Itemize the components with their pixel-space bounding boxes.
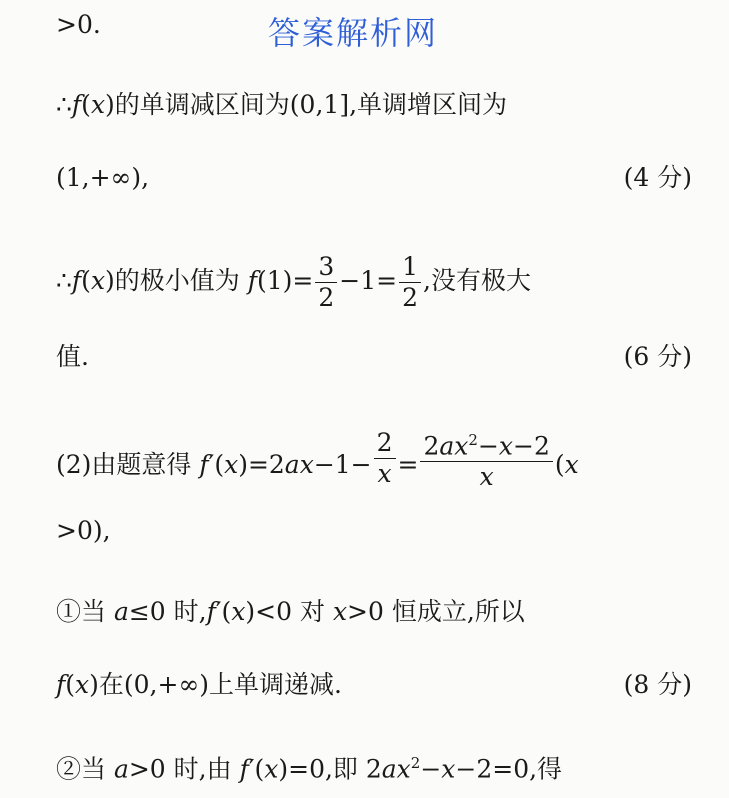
- text: )=0,即 2: [278, 754, 382, 784]
- math-var: f: [206, 597, 216, 626]
- math-var: x: [332, 597, 348, 626]
- text: (1,+∞),: [56, 163, 150, 192]
- math-var: x: [75, 670, 90, 699]
- fraction-one-half: [399, 252, 421, 313]
- math-var: f: [239, 754, 249, 784]
- math-var: x: [564, 450, 579, 480]
- text: −: [420, 754, 442, 784]
- text: ′(: [248, 754, 265, 784]
- text: )的极小值为: [105, 266, 248, 295]
- text-line-8: [56, 597, 692, 627]
- text: ′(: [215, 597, 232, 626]
- denominator: x: [377, 459, 392, 489]
- math-var: ax: [439, 431, 469, 461]
- exponent: 2: [410, 754, 421, 772]
- text: )在(0,+∞)上单调递减.: [89, 670, 342, 699]
- text: =: [397, 450, 419, 480]
- text: ∴: [56, 266, 72, 295]
- exponent: 2: [468, 431, 478, 449]
- text: −: [477, 431, 499, 461]
- math-var: x: [90, 90, 106, 119]
- text: ②当: [56, 754, 114, 784]
- text: >0 恒成立,所以: [347, 597, 525, 626]
- math-var: x: [264, 754, 279, 784]
- numerator: 3: [315, 252, 337, 283]
- math-var: a: [113, 597, 129, 626]
- text: >0 时,由: [128, 754, 240, 784]
- text: (1)=: [257, 266, 314, 295]
- text-line-2: [56, 90, 692, 120]
- text-line-3: [56, 163, 692, 193]
- math-var: x: [231, 597, 246, 626]
- math-var: a: [113, 754, 129, 784]
- text-line-6: [56, 428, 692, 500]
- text: (: [81, 266, 91, 295]
- math-var: ax: [284, 450, 314, 480]
- math-var: x: [441, 754, 456, 784]
- text: −2: [513, 431, 550, 461]
- text-line-4: [56, 252, 692, 313]
- text: )的单调减区间为(0,1],单调增区间为: [105, 90, 508, 119]
- denominator: 2: [318, 283, 335, 312]
- text: (: [81, 90, 91, 119]
- math-var: f: [247, 266, 258, 295]
- text: −1−: [313, 450, 372, 480]
- denominator: 2: [402, 283, 419, 312]
- score-label: (8 分): [623, 670, 692, 699]
- text: ≤0 时,: [128, 597, 207, 626]
- text-line-1: [56, 10, 692, 40]
- fraction-derivative: [420, 425, 552, 492]
- text-line-7: [56, 516, 692, 546]
- score-label: (4 分): [623, 163, 692, 192]
- math-var: ax: [381, 754, 411, 784]
- numerator: [420, 425, 552, 462]
- math-var: x: [224, 450, 239, 480]
- math-var: f: [71, 266, 82, 295]
- text-line-9: [56, 670, 692, 700]
- text: (: [554, 450, 565, 480]
- text: ,没有极大: [423, 266, 531, 295]
- text: ∴: [56, 90, 72, 119]
- text: 值.: [56, 342, 89, 371]
- math-var: f: [199, 450, 209, 480]
- text: >0),: [56, 516, 111, 545]
- watermark: 答案解析网: [268, 14, 439, 52]
- numerator: 2: [374, 428, 396, 459]
- text: (: [65, 670, 76, 699]
- math-var: f: [56, 670, 66, 699]
- text: −2=0,得: [455, 754, 563, 784]
- math-var: x: [498, 431, 514, 461]
- text-line-5: [56, 342, 692, 372]
- text: )=2: [238, 450, 285, 480]
- text: −1=: [339, 266, 398, 295]
- fraction-two-over-x: [374, 428, 396, 489]
- denominator: x: [479, 462, 494, 492]
- text: ①当: [56, 597, 114, 626]
- fraction-three-halves: [315, 252, 337, 313]
- math-var: x: [90, 266, 106, 295]
- text: >0.: [56, 10, 101, 39]
- text: ′(: [208, 450, 225, 480]
- text: (2)由题意得: [56, 450, 200, 480]
- text-line-10: [56, 748, 692, 784]
- score-label: (6 分): [623, 342, 692, 371]
- text: )<0 对: [245, 597, 333, 626]
- math-var: f: [71, 90, 82, 119]
- text: 2: [423, 431, 440, 461]
- numerator: 1: [399, 252, 421, 283]
